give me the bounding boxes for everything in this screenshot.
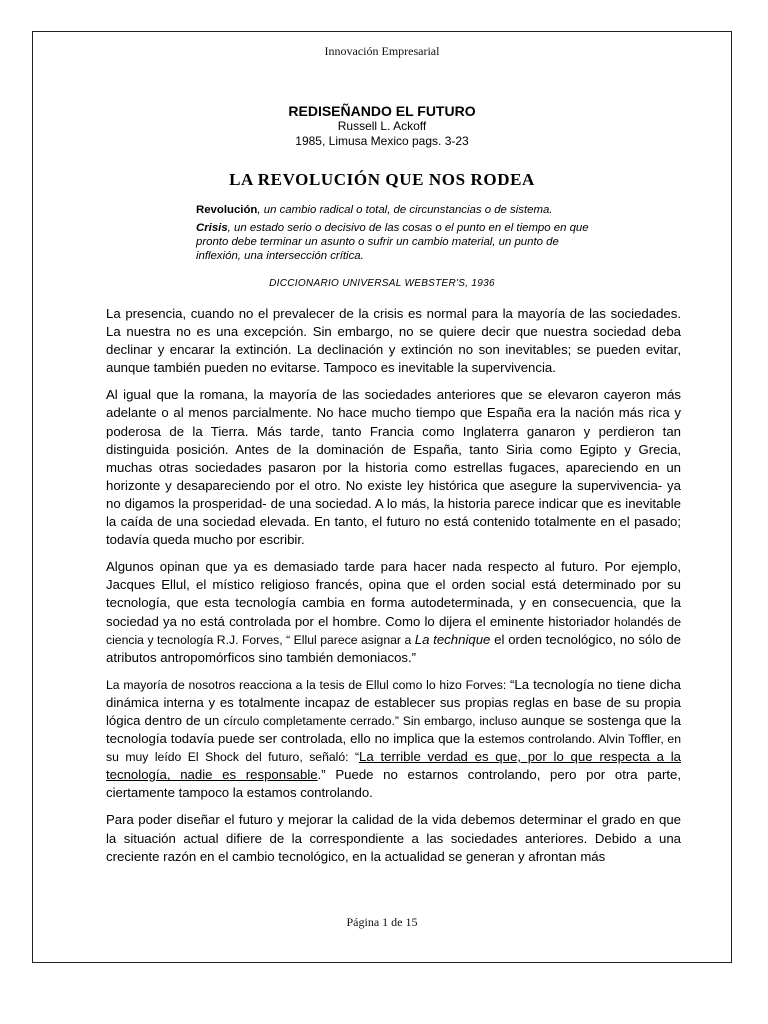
definition-crisis [196,221,596,263]
paragraph-3-text: Algunos opinan que ya es demasiado tarde para hacer nada respecto al futuro. Por ejemplo, Jacques Ellul, el místico religioso francés, opina que el orden social está determinado por su tecnología, que esta tecnología cambia en forma autodeterminada, y en consecuencia, que la sociedad ya no está controlada por el hombre. Como lo dijera el eminente historiador [106,559,681,629]
definition-meaning: , un cambio radical o total, de circunstancias o de sistema. [257,204,553,216]
paragraph-3-text: el orden tecnológico, no sólo de atributos antropomórficos sino también demoniacos.” [106,631,681,665]
paragraph-2: Al igual que la romana, la mayoría de las sociedades anteriores que se elevaron cayeron más adelante o al menos parcialmente. No hace mucho tiempo que España era la nación más rica y poderosa de la Tierra. Más tarde, tanto Francia como Inglaterra ganaron y perdieron tan distinguida posición. Antes de la dominación de España, tanto Siria como Egipto y Grecia, muchas otras sociedades pasaron por la historia como estrellas fugaces, apareciendo en un horizonte y desapareciendo por el otro. No existe ley histórica que asegure la supervivencia- ya no digamos la prosperidad- de una sociedad. A lo más, la historia parece indicar que es inevitable la caída de una sociedad elevada. En tanto, el futuro no está contenido totalmente en el pasado; todavía queda mucho por escribir. [106,387,681,548]
book-publication: 1985, Limusa Mexico pags. 3-23 [295,134,469,148]
paragraph-4-text: círculo completamente cerrado.” Sin embargo, incluso [223,713,522,728]
page-number: Página 1 de 15 [346,915,418,929]
paragraph-4-text: .” Puede no estarnos controlando, pero por otra parte, ciertamente tampoco la estamos controlando. [106,767,682,801]
body-text [106,305,681,875]
paragraph-4-text: “La tecnología no tiene dicha dinámica interna y es totalmente incapaz de establecer sus propias reglas en base de su propia lógica dentro de un [106,676,681,728]
paragraph-3 [106,558,681,667]
definition-meaning: , un estado serio o decisivo de las cosas o el punto en el tiempo en que pronto debe terminar un asunto o sufrir un cambio material, un punto de inflexión, una intersección crítica. [196,222,589,262]
document-page [32,31,732,963]
definition-term: Crisis [196,222,228,234]
paragraph-4-underline: La terrible verdad es que, por lo que respecta a la tecnología, nadie es responsable [106,749,682,783]
definition-revolucion [196,203,596,217]
book-author: Russell L. Ackoff [337,119,427,133]
paragraph-1: La presencia, cuando no el prevalecer de la crisis es normal para la mayoría de las sociedades. La nuestra no es una excepción. Sin embargo, no se quiere decir que nuestra sociedad deba declinar y encarar la extinción. La declinación y extinción no son inevitables; se pueden evitar, aunque también pueden no evitarse. Tampoco es inevitable la supervivencia. [106,306,681,376]
chapter-title: LA REVOLUCIÓN QUE NOS RODEA [229,170,535,189]
paragraph-3-italic: La technique [414,631,491,647]
paragraph-3-text: holandés de ciencia y tecnología R.J. Forves, “ Ellul parece asignar a [106,614,681,647]
running-header: Innovación Empresarial [324,44,440,58]
definitions-block [196,203,596,267]
paragraph-4-text: aunque se sostenga que la tecnología todavía puede ser controlada, ello no implica que la [106,712,681,747]
book-reference [33,104,731,149]
definition-term: Revolución [196,204,258,216]
paragraph-4 [106,676,681,803]
paragraph-4-text: estemos controlando. Alvin Toffler, en su muy leído El Shock del futuro, señaló: “ [106,732,681,765]
definitions-source: DICCIONARIO UNIVERSAL WEBSTER'S, 1936 [269,278,495,289]
book-title: REDISEÑANDO EL FUTURO [288,103,476,119]
paragraph-5: Para poder diseñar el futuro y mejorar la calidad de la vida debemos determinar el grado en que la situación actual difiere de la correspondiente a las sociedades anteriores. Debido a una creciente razón en el cambio tecnológico, en la actualidad se generan y afrontan más [106,812,681,864]
paragraph-4-text: La mayoría de nosotros reacciona a la tesis de Ellul como lo hizo Forves: [106,677,510,692]
